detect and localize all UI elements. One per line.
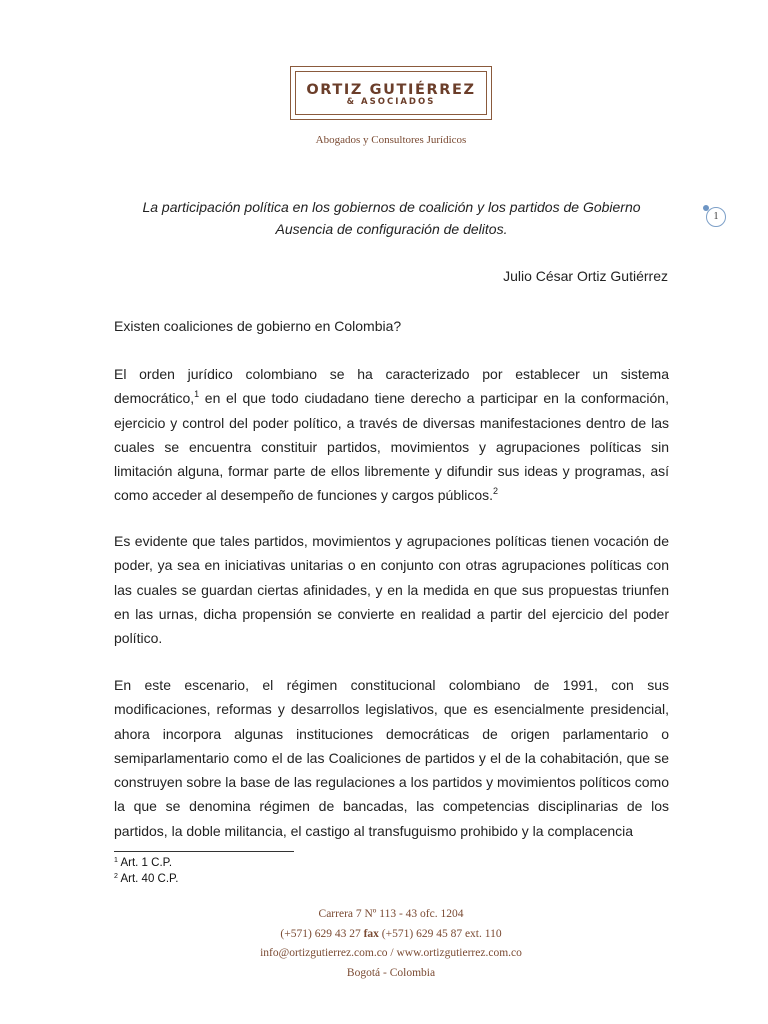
firm-logo	[290, 66, 492, 120]
footer-address	[0, 905, 768, 983]
paragraph-1	[114, 362, 669, 508]
footnote-text: Art. 1 C.P.	[117, 857, 173, 869]
question-heading: Existen coaliciones de gobierno en Colombia?	[114, 318, 402, 334]
paragraph-1-part-b: en el que todo ciudadano tiene derecho a participar en la conformación, ejercicio y control del poder político, a través de diversas manifestaciones dentro de las cuales se encuentra constituir partidos, movimientos y agrupaciones políticas sin limitación alguna, formar parte de ellos libremente y difundir sus ideas y programas, así como acceder al desempeño de funciones y cargos públicos.	[114, 390, 669, 504]
logo-subtitle: & ASOCIADOS	[346, 97, 436, 107]
footer-contact: info@ortizgutierrez.com.co / www.ortizgutierrez.com.co	[260, 947, 522, 959]
footer-street: Carrera 7 Nº 113 - 43 ofc. 1204	[318, 908, 464, 920]
footer-city: Bogotá - Colombia	[346, 966, 436, 979]
footnote-ref-2: 2	[493, 486, 499, 497]
footer-fax-label: fax	[363, 927, 379, 940]
footnote-ref-1: 1	[194, 389, 200, 400]
document-title	[114, 196, 669, 240]
footer-phone-main: (+571) 629 43 27	[280, 927, 364, 940]
firm-tagline: Abogados y Consultores Jurídicos	[315, 134, 467, 146]
paragraph-3: En este escenario, el régimen constitucional colombiano de 1991, con sus modificaciones, reformas y desarrollos legislativos, que es esencialmente presidencial, ahora incorpora algunas instituciones democráticas de origen parlamentario o semiparlamentario como el de las Coaliciones de partidos y el de la cohabitación, que se construyen sobre la base de las regulaciones a los partidos y movimientos políticos como la que se denomina régimen de bancadas, las competencias disciplinarias de los partidos, la doble militancia, el castigo al transfuguismo prohibido y la complacencia	[114, 677, 669, 839]
footnote-text: Art. 40 C.P.	[117, 873, 179, 885]
footer-fax-number: (+571) 629 45 87 ext. 110	[378, 927, 502, 940]
footnote-divider	[114, 851, 294, 852]
footnotes	[114, 855, 178, 887]
title-line-2: Ausencia de configuración de delitos.	[275, 221, 508, 237]
footnote-item	[114, 855, 178, 871]
title-line-1: La participación política en los gobiernos de coalición y los partidos de Gobierno	[142, 199, 641, 215]
logo-name: ORTIZ GUTIÉRREZ	[306, 82, 476, 98]
paragraph-1-part-a: El orden jurídico colombiano se ha caracterizado por establecer un sistema democrático,	[114, 366, 669, 407]
page-number: 1	[706, 207, 726, 227]
footer-phone	[0, 925, 768, 945]
footnote-item	[114, 871, 178, 887]
author: Julio César Ortiz Gutiérrez	[503, 268, 668, 284]
footnote-number: 1	[114, 857, 118, 864]
firm-logo-inner	[295, 71, 487, 115]
paragraph-2: Es evidente que tales partidos, movimientos y agrupaciones políticas tienen vocación de poder, ya sea en iniciativas unitarias o en conjunto con otras agrupaciones políticas con las cuales se guardan ciertas afinidades, y en la medida en que sus propuestas triunfen en las urnas, dicha propensión se convierte en realidad a partir del ejercicio del poder político.	[114, 533, 669, 647]
footnote-number: 2	[114, 873, 118, 880]
